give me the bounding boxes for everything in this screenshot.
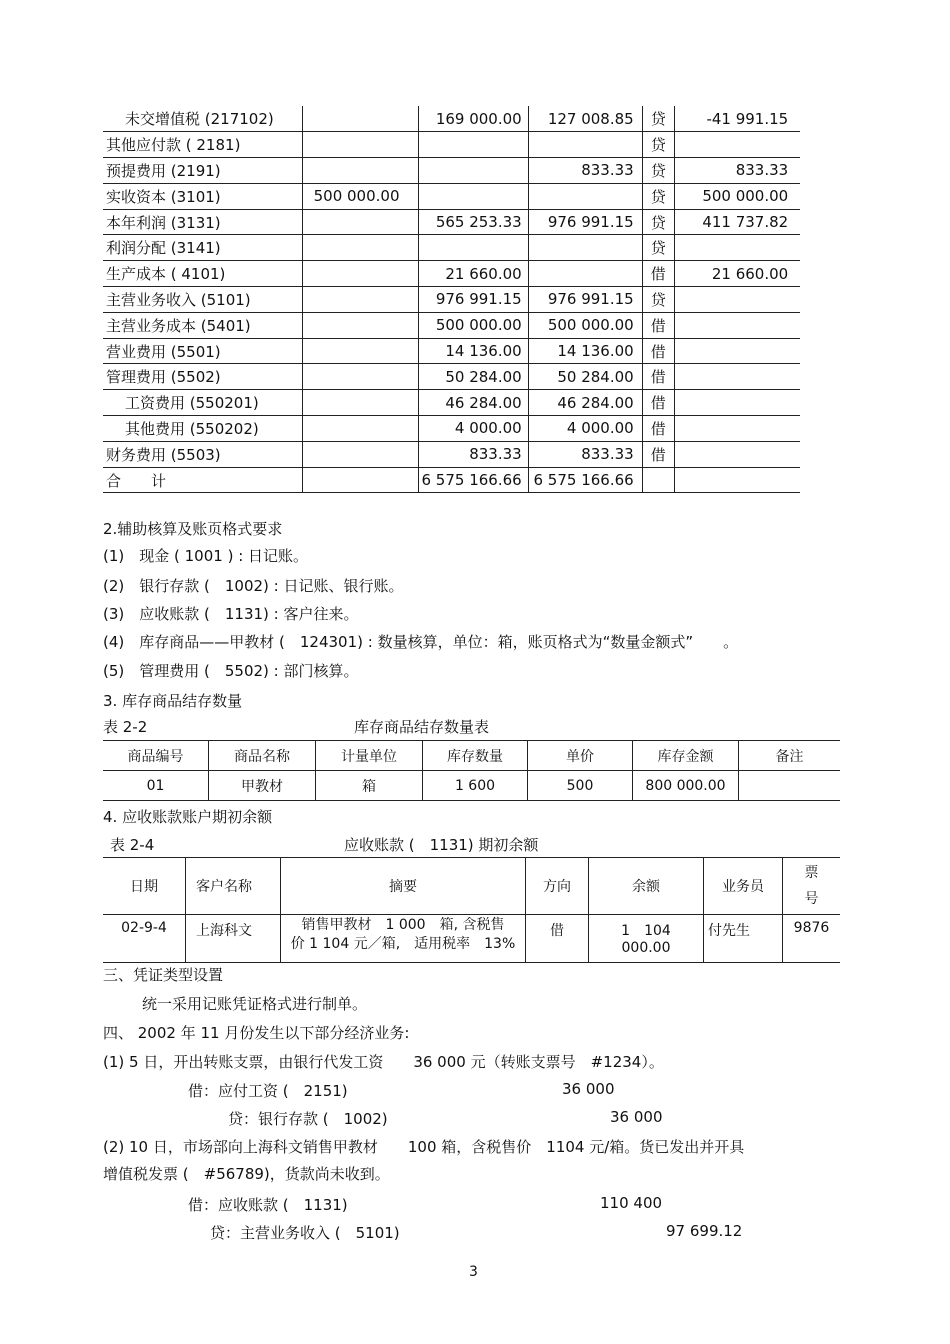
opening-cell (302, 158, 418, 184)
account-cell: 财务费用 (5503) (103, 441, 302, 467)
debit-cell: 6 575 166.66 (418, 467, 528, 493)
balance-cell (674, 390, 800, 416)
account-cell: 工资费用 (550201) (103, 390, 302, 416)
balance-cell (674, 416, 800, 442)
business-title: 四、 2002 年 11 月份发生以下部分经济业务: (103, 1024, 410, 1042)
ledger-row (103, 467, 800, 493)
credit-cell: 50 284.00 (528, 364, 642, 390)
ledger-row (103, 312, 800, 338)
debit-cell (418, 132, 528, 158)
balance-cell (674, 364, 800, 390)
balance-cell: 411 737.82 (674, 209, 800, 235)
sec2-title: 2.辅助核算及账页格式要求 (103, 520, 283, 538)
table-2-2-title: 库存商品结存数量表 (354, 718, 490, 736)
business-2-debit-amount: 110 400 (600, 1194, 663, 1212)
account-cell: 预提费用 (2191) (103, 158, 302, 184)
header-cell: 商品编号 (103, 741, 209, 771)
ledger-row (103, 441, 800, 467)
table-cell: 500 (528, 771, 633, 801)
table-cell: 箱 (316, 771, 423, 801)
business-2-line-1: (2) 10 日，市场部向上海科文销售甲教材 100 箱，含税售价 1104 元/箱。货已发出并开具 (103, 1138, 745, 1156)
credit-cell (528, 235, 642, 261)
sec2-item-5: (5) 管理费用 ( 5502) : 部门核算。 (103, 662, 359, 680)
debit-cell: 169 000.00 (418, 106, 528, 132)
business-1-credit-amount: 36 000 (610, 1108, 663, 1126)
header-cell: 日期 (103, 858, 186, 915)
credit-cell: 14 136.00 (528, 338, 642, 364)
debit-cell (418, 183, 528, 209)
business-2-debit: 借：应收账款 ( 1131) (188, 1196, 348, 1214)
business-1-debit-amount: 36 000 (562, 1080, 615, 1098)
account-cell: 利润分配 (3141) (103, 235, 302, 261)
ledger-row (103, 390, 800, 416)
direction-cell: 贷 (642, 106, 674, 132)
debit-cell: 21 660.00 (418, 261, 528, 287)
ledger-row (103, 158, 800, 184)
credit-cell (528, 183, 642, 209)
debit-cell: 4 000.00 (418, 416, 528, 442)
business-1: (1) 5 日，开出转账支票，由银行代发工资 36 000 元（转账支票号 #1234）。 (103, 1053, 664, 1071)
direction-cell: 借 (642, 364, 674, 390)
account-cell: 主营业务成本 (5401) (103, 312, 302, 338)
account-cell: 管理费用 (5502) (103, 364, 302, 390)
direction-cell: 借 (642, 261, 674, 287)
table-2-4-number: 表 2-4 (110, 836, 155, 854)
header-cell: 方向 (526, 858, 589, 915)
account-cell: 其他应付款 ( 2181) (103, 132, 302, 158)
opening-cell (302, 364, 418, 390)
account-cell: 本年利润 (3131) (103, 209, 302, 235)
credit-cell: 976 991.15 (528, 209, 642, 235)
direction-cell: 贷 (642, 183, 674, 209)
balance-cell: -41 991.15 (674, 106, 800, 132)
ticket-header-2: 号 (804, 891, 819, 907)
balance-cell (674, 441, 800, 467)
table-2-4-title: 应收账款 ( 1131) 期初余额 (344, 836, 539, 854)
business-1-credit: 贷：银行存款 ( 1002) (228, 1110, 388, 1128)
sec2-item-1: (1) 现金 ( 1001 ) : 日记账。 (103, 547, 309, 565)
account-cell: 实收资本 (3101) (103, 183, 302, 209)
debit-cell: 565 253.33 (418, 209, 528, 235)
header-cell: 单价 (528, 741, 633, 771)
debit-cell: 14 136.00 (418, 338, 528, 364)
opening-cell (302, 416, 418, 442)
direction-cell: 借 (642, 338, 674, 364)
summary-line-2: 价 1 104 元／箱, 适用税率 13% (290, 936, 516, 952)
balance-cell (674, 287, 800, 313)
opening-cell: 500 000.00 (302, 183, 418, 209)
balance-cell (674, 467, 800, 493)
customer-cell: 上海科文 (186, 915, 281, 963)
date-cell: 02-9-4 (103, 915, 186, 963)
account-cell: 其他费用 (550202) (103, 416, 302, 442)
balance-cell: 500 000.00 (674, 183, 800, 209)
direction-cell: 借 (642, 441, 674, 467)
credit-cell: 4 000.00 (528, 416, 642, 442)
opening-cell (302, 106, 418, 132)
ledger-table (103, 106, 800, 493)
direction-cell: 贷 (642, 235, 674, 261)
table-cell: 1 600 (423, 771, 528, 801)
credit-cell: 46 284.00 (528, 390, 642, 416)
summary-cell (281, 915, 526, 963)
opening-cell (302, 132, 418, 158)
sec3-title: 3. 库存商品结存数量 (103, 692, 243, 710)
header-cell-ticket (783, 858, 841, 915)
credit-cell: 833.33 (528, 441, 642, 467)
balance-cell: 833.33 (674, 158, 800, 184)
debit-cell: 46 284.00 (418, 390, 528, 416)
account-cell: 营业费用 (5501) (103, 338, 302, 364)
ticket-header-1: 票 (804, 865, 819, 881)
account-cell: 生产成本 ( 4101) (103, 261, 302, 287)
debit-cell (418, 158, 528, 184)
header-cell: 业务员 (704, 858, 783, 915)
inventory-table (103, 740, 840, 801)
sec4-title: 4. 应收账款账户期初余额 (103, 808, 273, 826)
direction-cell: 借 (642, 390, 674, 416)
sec2-item-2: (2) 银行存款 ( 1002) : 日记账、银行账。 (103, 577, 404, 595)
balance-cell (674, 338, 800, 364)
balance-cell (674, 235, 800, 261)
table-cell (739, 771, 841, 801)
credit-cell: 500 000.00 (528, 312, 642, 338)
direction-cell: 借 (642, 416, 674, 442)
debit-cell: 500 000.00 (418, 312, 528, 338)
balance-cell: 1 104 000.00 (589, 915, 704, 963)
credit-cell: 127 008.85 (528, 106, 642, 132)
business-2-credit-amount: 97 699.12 (666, 1222, 743, 1240)
ledger-row (103, 364, 800, 390)
ledger-row (103, 183, 800, 209)
opening-cell (302, 390, 418, 416)
opening-cell (302, 235, 418, 261)
receivable-table (103, 857, 840, 963)
opening-cell (302, 261, 418, 287)
direction-cell: 贷 (642, 132, 674, 158)
direction-cell (642, 467, 674, 493)
page-number: 3 (469, 1264, 478, 1280)
header-cell: 计量单位 (316, 741, 423, 771)
ledger-row (103, 209, 800, 235)
credit-cell: 976 991.15 (528, 287, 642, 313)
opening-cell (302, 338, 418, 364)
voucher-text: 统一采用记账凭证格式进行制单。 (142, 995, 368, 1013)
header-cell: 库存金额 (633, 741, 739, 771)
header-cell: 摘要 (281, 858, 526, 915)
opening-cell (302, 287, 418, 313)
table-cell: 甲教材 (209, 771, 316, 801)
summary-line-1: 销售甲教材 1 000 箱, 含税售 (301, 917, 505, 933)
header-cell: 客户名称 (186, 858, 281, 915)
ledger-row (103, 416, 800, 442)
ledger-row (103, 261, 800, 287)
opening-cell (302, 312, 418, 338)
clerk-cell: 付先生 (704, 915, 783, 963)
direction-cell: 贷 (642, 209, 674, 235)
credit-cell: 833.33 (528, 158, 642, 184)
sec2-item-3: (3) 应收账款 ( 1131) : 客户往来。 (103, 605, 359, 623)
credit-cell (528, 132, 642, 158)
table-cell: 01 (103, 771, 209, 801)
debit-cell: 976 991.15 (418, 287, 528, 313)
balance-cell: 21 660.00 (674, 261, 800, 287)
debit-cell (418, 235, 528, 261)
business-1-debit: 借：应付工资 ( 2151) (188, 1082, 348, 1100)
ledger-row (103, 235, 800, 261)
direction-cell: 借 (526, 915, 589, 963)
direction-cell: 借 (642, 312, 674, 338)
credit-cell: 6 575 166.66 (528, 467, 642, 493)
business-2-line-2: 增值税发票 ( #56789)，货款尚未收到。 (103, 1165, 390, 1183)
sec2-item-4: (4) 库存商品——甲教材 ( 124301) : 数量核算，单位：箱，账页格式为“数量金额式” 。 (103, 633, 739, 651)
debit-cell: 50 284.00 (418, 364, 528, 390)
header-cell: 备注 (739, 741, 841, 771)
credit-cell (528, 261, 642, 287)
opening-cell (302, 441, 418, 467)
table-2-2-number: 表 2-2 (103, 718, 148, 736)
header-cell: 商品名称 (209, 741, 316, 771)
opening-cell (302, 209, 418, 235)
header-cell: 余额 (589, 858, 704, 915)
ledger-row (103, 132, 800, 158)
direction-cell: 贷 (642, 158, 674, 184)
direction-cell: 贷 (642, 287, 674, 313)
account-cell: 主营业务收入 (5101) (103, 287, 302, 313)
header-cell: 库存数量 (423, 741, 528, 771)
ledger-row (103, 287, 800, 313)
voucher-title: 三、凭证类型设置 (103, 966, 224, 984)
table-cell: 800 000.00 (633, 771, 739, 801)
ticket-cell: 9876 (783, 915, 841, 963)
balance-cell (674, 312, 800, 338)
account-cell: 未交增值税 (217102) (103, 106, 302, 132)
account-cell: 合 计 (103, 467, 302, 493)
opening-cell (302, 467, 418, 493)
debit-cell: 833.33 (418, 441, 528, 467)
ledger-row (103, 338, 800, 364)
business-2-credit: 贷：主营业务收入 ( 5101) (210, 1224, 400, 1242)
balance-cell (674, 132, 800, 158)
ledger-row (103, 106, 800, 132)
